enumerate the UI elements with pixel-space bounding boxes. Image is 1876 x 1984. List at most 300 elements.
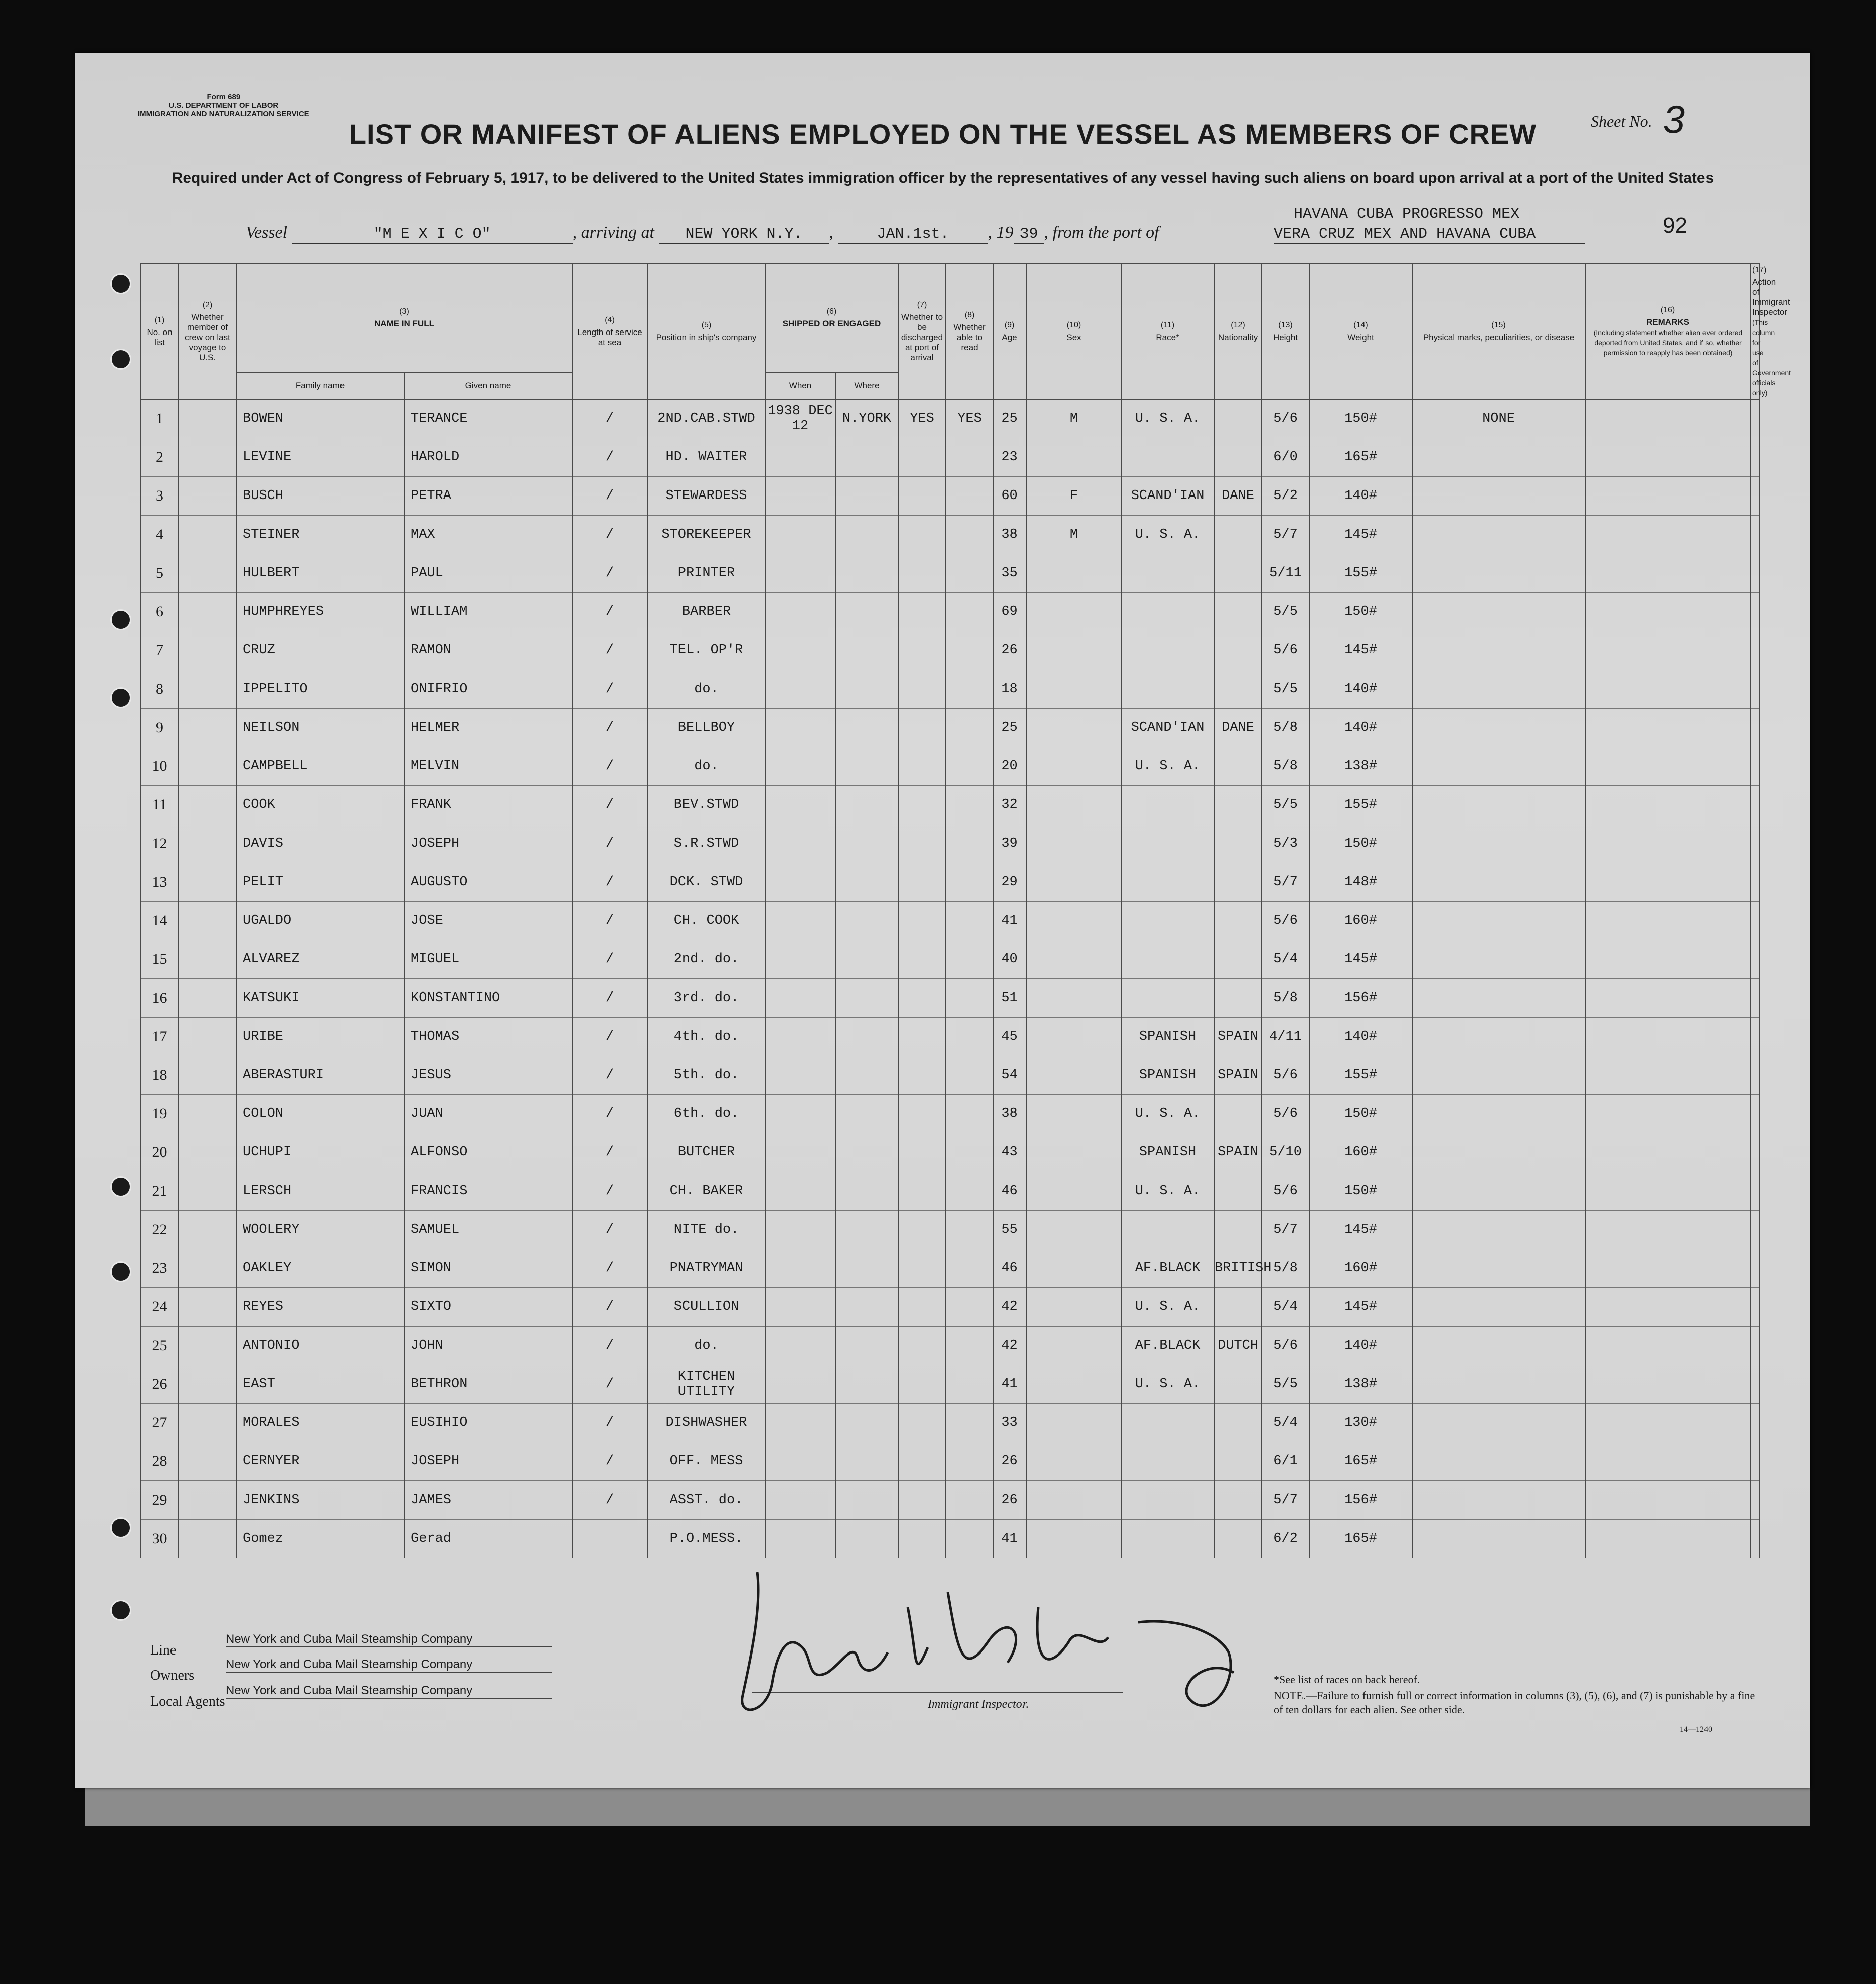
height: 5/10	[1262, 1133, 1309, 1172]
age: 55	[993, 1211, 1026, 1249]
discharged	[898, 1404, 946, 1442]
discharged	[898, 554, 946, 593]
header-given-name: Given name	[404, 373, 572, 399]
row-number: 11	[141, 786, 179, 824]
sex	[1026, 438, 1121, 477]
table-row	[141, 399, 1760, 438]
weight: 155#	[1309, 1056, 1412, 1095]
row-number: 16	[141, 979, 179, 1018]
shipped-when	[765, 1095, 835, 1133]
sex	[1026, 1365, 1121, 1404]
physical-marks	[1412, 1520, 1585, 1558]
nationality: BRITISH	[1214, 1249, 1262, 1288]
position: do.	[647, 747, 765, 786]
remarks	[1585, 940, 1751, 979]
inspector-action	[1751, 477, 1760, 516]
sex: F	[1026, 477, 1121, 516]
race	[1121, 979, 1214, 1018]
weight: 150#	[1309, 824, 1412, 863]
family-name: ANTONIO	[236, 1327, 404, 1365]
discharged	[898, 747, 946, 786]
shipped-where	[835, 516, 898, 554]
header-number: (1) No. on list	[141, 264, 179, 399]
physical-marks	[1412, 902, 1585, 940]
position: STEWARDESS	[647, 477, 765, 516]
family-name: BUSCH	[236, 477, 404, 516]
height: 6/2	[1262, 1520, 1309, 1558]
inspector-action	[1751, 1056, 1760, 1095]
sex	[1026, 1404, 1121, 1442]
position: 2ND.CAB.STWD	[647, 399, 765, 438]
discharged	[898, 1133, 946, 1172]
race: U. S. A.	[1121, 1172, 1214, 1211]
age: 43	[993, 1133, 1026, 1172]
service-mark: /	[572, 1211, 647, 1249]
service-mark: /	[572, 1133, 647, 1172]
height: 5/8	[1262, 979, 1309, 1018]
age: 51	[993, 979, 1026, 1018]
given-name: PAUL	[404, 554, 572, 593]
page-number: 92	[1663, 213, 1687, 238]
given-name: FRANK	[404, 786, 572, 824]
shipped-where	[835, 1018, 898, 1056]
last-voyage-cell	[179, 1095, 236, 1133]
local-agents-label: Local Agents	[150, 1694, 225, 1709]
age: 54	[993, 1056, 1026, 1095]
line-value: New York and Cuba Mail Steamship Company	[226, 1632, 552, 1647]
physical-marks	[1412, 631, 1585, 670]
family-name: PELIT	[236, 863, 404, 902]
physical-marks	[1412, 940, 1585, 979]
family-name: HUMPHREYES	[236, 593, 404, 631]
nationality	[1214, 554, 1262, 593]
shipped-where	[835, 863, 898, 902]
position: do.	[647, 670, 765, 709]
able-to-read	[946, 1018, 993, 1056]
weight: 150#	[1309, 1095, 1412, 1133]
last-voyage-cell	[179, 863, 236, 902]
given-name: FRANCIS	[404, 1172, 572, 1211]
age: 45	[993, 1018, 1026, 1056]
header-sex: (10) Sex	[1026, 264, 1121, 399]
header-last-voyage: (2) Whether member of crew on last voyage to U.S.	[179, 264, 236, 399]
shipped-when	[765, 824, 835, 863]
inspector-action	[1751, 1404, 1760, 1442]
physical-marks	[1412, 1327, 1585, 1365]
weight: 156#	[1309, 1481, 1412, 1520]
race: U. S. A.	[1121, 399, 1214, 438]
able-to-read	[946, 593, 993, 631]
nationality: DANE	[1214, 477, 1262, 516]
discharged	[898, 940, 946, 979]
row-number: 12	[141, 824, 179, 863]
sex: M	[1026, 516, 1121, 554]
weight: 140#	[1309, 1327, 1412, 1365]
last-voyage-cell	[179, 1133, 236, 1172]
sex	[1026, 593, 1121, 631]
position: OFF. MESS	[647, 1442, 765, 1481]
race	[1121, 554, 1214, 593]
table-row	[141, 1365, 1760, 1404]
height: 5/4	[1262, 1288, 1309, 1327]
sex	[1026, 670, 1121, 709]
sex	[1026, 979, 1121, 1018]
family-name: COOK	[236, 786, 404, 824]
remarks	[1585, 1133, 1751, 1172]
race	[1121, 786, 1214, 824]
family-name: Gomez	[236, 1520, 404, 1558]
shipped-when	[765, 1404, 835, 1442]
race	[1121, 631, 1214, 670]
remarks	[1585, 438, 1751, 477]
position: 5th. do.	[647, 1056, 765, 1095]
nationality: DANE	[1214, 709, 1262, 747]
age: 26	[993, 631, 1026, 670]
sex	[1026, 1481, 1121, 1520]
race	[1121, 1404, 1214, 1442]
nationality	[1214, 516, 1262, 554]
table-row	[141, 554, 1760, 593]
given-name: THOMAS	[404, 1018, 572, 1056]
physical-marks: NONE	[1412, 399, 1585, 438]
shipped-when	[765, 1018, 835, 1056]
race	[1121, 902, 1214, 940]
last-voyage-cell	[179, 554, 236, 593]
discharged	[898, 1211, 946, 1249]
family-name: CERNYER	[236, 1442, 404, 1481]
inspector-action	[1751, 747, 1760, 786]
discharged	[898, 1481, 946, 1520]
vessel-label: Vessel	[246, 223, 288, 242]
sex	[1026, 1249, 1121, 1288]
given-name: BETHRON	[404, 1365, 572, 1404]
shipped-when	[765, 1442, 835, 1481]
header-nationality: (12) Nationality	[1214, 264, 1262, 399]
weight: 155#	[1309, 554, 1412, 593]
position: DCK. STWD	[647, 863, 765, 902]
last-voyage-cell	[179, 940, 236, 979]
table-row	[141, 747, 1760, 786]
shipped-when	[765, 1133, 835, 1172]
shipped-where	[835, 786, 898, 824]
able-to-read	[946, 516, 993, 554]
age: 26	[993, 1442, 1026, 1481]
race: AF.BLACK	[1121, 1249, 1214, 1288]
shipped-when	[765, 1249, 835, 1288]
family-name: BOWEN	[236, 399, 404, 438]
shipped-when	[765, 1481, 835, 1520]
family-name: ABERASTURI	[236, 1056, 404, 1095]
row-number: 25	[141, 1327, 179, 1365]
arriving-label: , arriving at	[572, 223, 654, 242]
last-voyage-cell	[179, 477, 236, 516]
age: 42	[993, 1288, 1026, 1327]
inspector-action	[1751, 593, 1760, 631]
shipped-where	[835, 593, 898, 631]
able-to-read	[946, 902, 993, 940]
remarks	[1585, 670, 1751, 709]
weight: 140#	[1309, 709, 1412, 747]
discharged	[898, 902, 946, 940]
physical-marks	[1412, 516, 1585, 554]
inspector-action	[1751, 863, 1760, 902]
discharged	[898, 1095, 946, 1133]
row-number: 6	[141, 593, 179, 631]
remarks	[1585, 1172, 1751, 1211]
discharged	[898, 1056, 946, 1095]
age: 69	[993, 593, 1026, 631]
position: STOREKEEPER	[647, 516, 765, 554]
sex	[1026, 1327, 1121, 1365]
race	[1121, 1481, 1214, 1520]
shipped-where	[835, 1249, 898, 1288]
inspector-action	[1751, 824, 1760, 863]
nationality	[1214, 1365, 1262, 1404]
discharged: YES	[898, 399, 946, 438]
inspector-action	[1751, 399, 1760, 438]
header-shipped: (6) SHIPPED OR ENGAGED	[765, 264, 898, 373]
last-voyage-cell	[179, 786, 236, 824]
service-mark: /	[572, 902, 647, 940]
last-voyage-cell	[179, 1520, 236, 1558]
service-mark: /	[572, 747, 647, 786]
age: 20	[993, 747, 1026, 786]
family-name: LERSCH	[236, 1172, 404, 1211]
shipped-where	[835, 1056, 898, 1095]
shipped-when	[765, 1211, 835, 1249]
able-to-read	[946, 1095, 993, 1133]
sex	[1026, 1095, 1121, 1133]
height: 5/7	[1262, 1481, 1309, 1520]
race: SCAND'IAN	[1121, 477, 1214, 516]
able-to-read	[946, 786, 993, 824]
shipped-when	[765, 863, 835, 902]
shipped-where	[835, 438, 898, 477]
table-row	[141, 1327, 1760, 1365]
able-to-read	[946, 631, 993, 670]
weight: 155#	[1309, 786, 1412, 824]
height: 5/5	[1262, 1365, 1309, 1404]
physical-marks	[1412, 670, 1585, 709]
height: 5/6	[1262, 631, 1309, 670]
age: 60	[993, 477, 1026, 516]
height: 5/5	[1262, 593, 1309, 631]
family-name: REYES	[236, 1288, 404, 1327]
given-name: JOSEPH	[404, 824, 572, 863]
service-mark: /	[572, 1056, 647, 1095]
family-name: CAMPBELL	[236, 747, 404, 786]
nationality	[1214, 399, 1262, 438]
form-code: 14—1240	[1680, 1725, 1712, 1734]
able-to-read	[946, 1481, 993, 1520]
family-name: DAVIS	[236, 824, 404, 863]
header-age: (9) Age	[993, 264, 1026, 399]
table-row	[141, 902, 1760, 940]
sex	[1026, 1442, 1121, 1481]
weight: 150#	[1309, 399, 1412, 438]
position: BEV.STWD	[647, 786, 765, 824]
family-name: KATSUKI	[236, 979, 404, 1018]
shipped-where	[835, 1211, 898, 1249]
header-race: (11) Race*	[1121, 264, 1214, 399]
remarks	[1585, 1481, 1751, 1520]
remarks	[1585, 1404, 1751, 1442]
table-row	[141, 1211, 1760, 1249]
physical-marks	[1412, 1481, 1585, 1520]
sex	[1026, 786, 1121, 824]
position: SCULLION	[647, 1288, 765, 1327]
row-number: 1	[141, 399, 179, 438]
shipped-where	[835, 902, 898, 940]
able-to-read	[946, 1288, 993, 1327]
binder-hole	[110, 273, 131, 294]
nationality	[1214, 1211, 1262, 1249]
family-name: OAKLEY	[236, 1249, 404, 1288]
given-name: HAROLD	[404, 438, 572, 477]
weight: 140#	[1309, 670, 1412, 709]
given-name: MELVIN	[404, 747, 572, 786]
shipped-when	[765, 438, 835, 477]
row-number: 22	[141, 1211, 179, 1249]
given-name: MIGUEL	[404, 940, 572, 979]
weight: 145#	[1309, 1288, 1412, 1327]
remarks	[1585, 786, 1751, 824]
family-name: LEVINE	[236, 438, 404, 477]
arrival-date: JAN.1st.	[838, 226, 988, 244]
inspector-action	[1751, 1211, 1760, 1249]
height: 5/6	[1262, 1172, 1309, 1211]
discharged	[898, 593, 946, 631]
row-number: 5	[141, 554, 179, 593]
discharged	[898, 670, 946, 709]
age: 38	[993, 516, 1026, 554]
table-row	[141, 1288, 1760, 1327]
position: 4th. do.	[647, 1018, 765, 1056]
shipped-when	[765, 1288, 835, 1327]
binder-hole	[110, 1261, 131, 1282]
shipped-when	[765, 1056, 835, 1095]
race: SPANISH	[1121, 1018, 1214, 1056]
able-to-read	[946, 747, 993, 786]
department-name: U.S. DEPARTMENT OF LABOR	[168, 101, 279, 110]
service-mark: /	[572, 477, 647, 516]
row-number: 10	[141, 747, 179, 786]
table-row	[141, 1404, 1760, 1442]
height: 5/4	[1262, 1404, 1309, 1442]
remarks	[1585, 747, 1751, 786]
age: 41	[993, 1520, 1026, 1558]
height: 5/4	[1262, 940, 1309, 979]
shipped-when	[765, 554, 835, 593]
sheet-number-value: 3	[1663, 97, 1685, 141]
physical-marks	[1412, 863, 1585, 902]
last-voyage-cell	[179, 1442, 236, 1481]
header-where: Where	[835, 373, 898, 399]
given-name: KONSTANTINO	[404, 979, 572, 1018]
discharged	[898, 824, 946, 863]
position: 3rd. do.	[647, 979, 765, 1018]
discharged	[898, 863, 946, 902]
position: BELLBOY	[647, 709, 765, 747]
family-name: EAST	[236, 1365, 404, 1404]
remarks	[1585, 1249, 1751, 1288]
table-row	[141, 979, 1760, 1018]
position: TEL. OP'R	[647, 631, 765, 670]
service-mark: /	[572, 1018, 647, 1056]
age: 40	[993, 940, 1026, 979]
weight: 140#	[1309, 1018, 1412, 1056]
race	[1121, 824, 1214, 863]
header-read: (8) Whether able to read	[946, 264, 993, 399]
race	[1121, 593, 1214, 631]
nationality	[1214, 1442, 1262, 1481]
row-number: 9	[141, 709, 179, 747]
weight: 156#	[1309, 979, 1412, 1018]
position: KITCHEN UTILITY	[647, 1365, 765, 1404]
shipped-where	[835, 1095, 898, 1133]
arrival-port: NEW YORK N.Y.	[659, 226, 829, 244]
service-mark: /	[572, 631, 647, 670]
shipped-where	[835, 747, 898, 786]
race: AF.BLACK	[1121, 1327, 1214, 1365]
sex	[1026, 709, 1121, 747]
family-name: UGALDO	[236, 902, 404, 940]
remarks	[1585, 477, 1751, 516]
remarks	[1585, 516, 1751, 554]
remarks	[1585, 1365, 1751, 1404]
given-name: MAX	[404, 516, 572, 554]
sex	[1026, 1056, 1121, 1095]
inspector-label: Immigrant Inspector.	[928, 1698, 1029, 1711]
family-name: WOOLERY	[236, 1211, 404, 1249]
physical-marks	[1412, 1442, 1585, 1481]
height: 5/6	[1262, 902, 1309, 940]
remarks	[1585, 1056, 1751, 1095]
height: 5/6	[1262, 399, 1309, 438]
discharged	[898, 1327, 946, 1365]
position: PRINTER	[647, 554, 765, 593]
sex	[1026, 902, 1121, 940]
able-to-read	[946, 709, 993, 747]
given-name: PETRA	[404, 477, 572, 516]
shipped-when	[765, 902, 835, 940]
header-weight: (14) Weight	[1309, 264, 1412, 399]
race	[1121, 1211, 1214, 1249]
family-name: JENKINS	[236, 1481, 404, 1520]
service-mark: /	[572, 863, 647, 902]
given-name: EUSIHIO	[404, 1404, 572, 1442]
row-number: 28	[141, 1442, 179, 1481]
family-name: IPPELITO	[236, 670, 404, 709]
height: 5/7	[1262, 1211, 1309, 1249]
remarks	[1585, 631, 1751, 670]
service-mark: /	[572, 1365, 647, 1404]
shipped-where: N.YORK	[835, 399, 898, 438]
position: 2nd. do.	[647, 940, 765, 979]
row-number: 18	[141, 1056, 179, 1095]
shipped-where	[835, 1481, 898, 1520]
remarks	[1585, 1442, 1751, 1481]
nationality: SPAIN	[1214, 1018, 1262, 1056]
height: 6/0	[1262, 438, 1309, 477]
service-mark: /	[572, 1327, 647, 1365]
form-identifier	[138, 93, 309, 118]
able-to-read	[946, 1327, 993, 1365]
race: SCAND'IAN	[1121, 709, 1214, 747]
inspector-action	[1751, 1018, 1760, 1056]
service-mark: /	[572, 593, 647, 631]
last-voyage-cell	[179, 1018, 236, 1056]
